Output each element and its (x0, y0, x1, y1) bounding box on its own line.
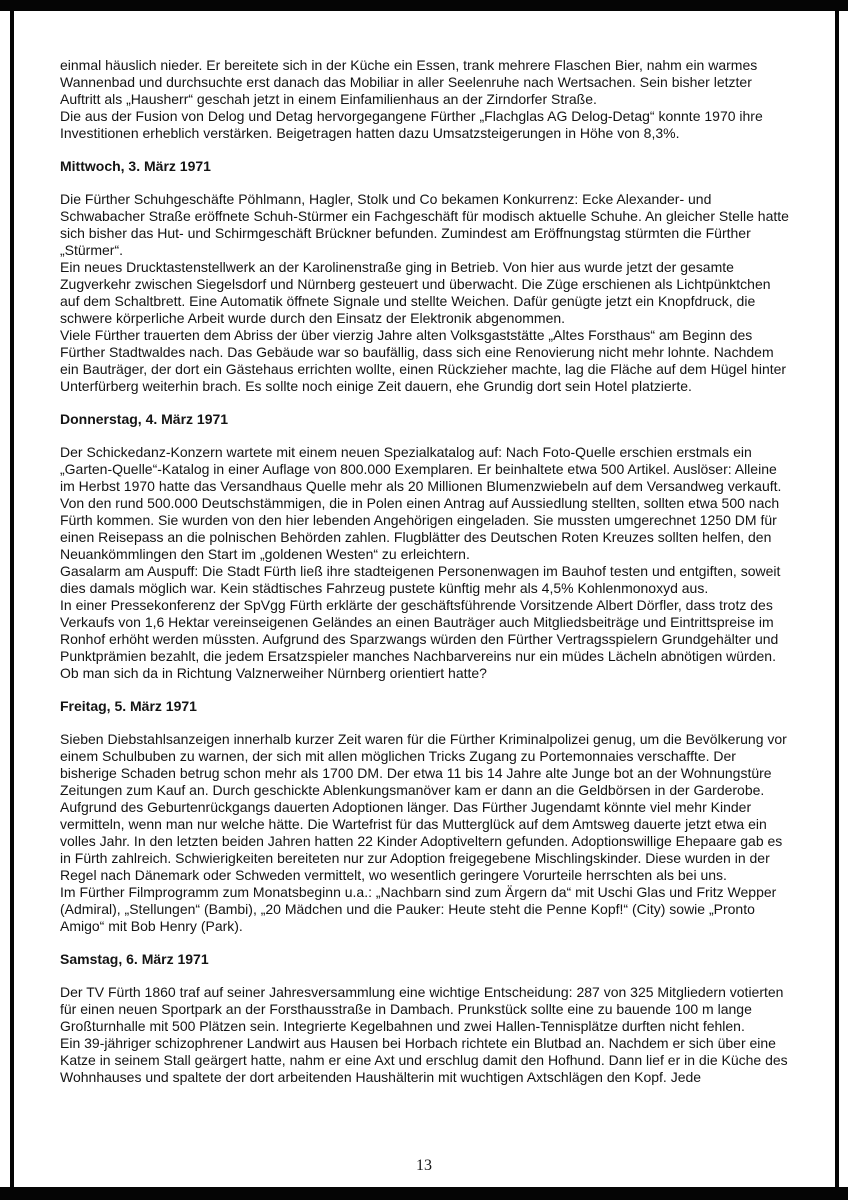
paragraph: Viele Fürther trauerten dem Abriss der über vierzig Jahre alten Volksgaststätte „Altes Forsthaus“ am Beginn des Fürther Stadtwaldes nach. Das Gebäude war so baufällig, dass sich eine Renovierung nicht mehr lohnte. Nachdem ein Bauträger, der dort ein Gästehaus errichten wollte, einen Rückzieher machte, lag die Fläche auf dem Hügel hinter Unterfürberg weiterhin brach. Es sollte noch einige Zeit dauern, ehe Grundig dort sein Hotel platzierte. (60, 327, 787, 394)
section-mittwoch-3-maerz-1971 (60, 158, 792, 395)
page-content (60, 57, 792, 1086)
paragraph: Ein neues Drucktastenstellwerk an der Karolinenstraße ging in Betrieb. Von hier aus wurde jetzt der gesamte Zugverkehr zwischen Siegelsdorf und Nürnberg gesteuert und überwacht. Die Züge erschienen als Lichtpünktchen auf dem Schaltbrett. Eine Automatik öffnete Signale und stellte Weichen. Dafür genügte jetzt ein Knopfdruck, die schwere körperliche Arbeit wurde durch den Einsatz der Elektronik abgenommen. (60, 259, 771, 326)
paragraph: Die aus der Fusion von Delog und Detag hervorgegangene Fürther „Flachglas AG Delog-Detag“ konnte 1970 ihre Investitionen erheblich verstärken. Beigetragen hatten dazu Umsatzsteigerungen in Höhe von 8,3%. (60, 108, 763, 141)
scan-edge-right (835, 9, 839, 1189)
scan-edge-top (0, 0, 848, 11)
paragraph: Von den rund 500.000 Deutschstämmigen, die in Polen einen Antrag auf Aussiedlung stellten, sollten etwa 500 nach Fürth kommen. Sie wurden von den hier lebenden Angehörigen eingeladen. Sie mussten umgerechnet 1250 DM für einen Reisepass an die polnischen Behörden zahlen. Flugblätter des Deutschen Roten Kreuzes sollten helfen, den Neuankömmlingen den Start im „goldenen Westen“ zu erleichtern. (60, 495, 780, 562)
paragraph: Die Fürther Schuhgeschäfte Pöhlmann, Hagler, Stolk und Co bekamen Konkurrenz: Ecke Alexander- und Schwabacher Straße eröffnete Schuh-Stürmer ein Fachgeschäft für modisch aktuelle Schuhe. An gleicher Stelle hatte sich bisher das Hut- und Schirmgeschäft Brückner befunden. Zumindest am Eröffnungstag stürmten die Fürther „Stürmer“. (60, 191, 789, 258)
section-intro (60, 57, 792, 142)
paragraph: einmal häuslich nieder. Er bereitete sich in der Küche ein Essen, trank mehrere Flaschen Bier, nahm ein warmes Wannenbad und durchsuchte erst danach das Mobiliar in aller Seelenruhe nach Wertsachen. Sein bisher letzter Auftritt als „Hausherr“ geschah jetzt in einem Einfamilienhaus an der Zirndorfer Straße. (60, 57, 758, 107)
scan-edge-bottom (0, 1187, 848, 1200)
paragraph: Der Schickedanz-Konzern wartete mit einem neuen Spezialkatalog auf: Nach Foto-Quelle erschien erstmals ein „Garten-Quelle“-Katalog in einer Auflage von 800.000 Exemplaren. Er beinhaltete etwa 500 Artikel. Auslöser: Alleine im Herbst 1970 hatte das Versandhaus Quelle mehr als 20 Millionen Blumenzwiebeln auf dem Versandweg verkauft. (60, 444, 782, 494)
section-heading: Donnerstag, 4. März 1971 (60, 411, 229, 427)
section-donnerstag-4-maerz-1971 (60, 411, 792, 682)
paragraph: Der TV Fürth 1860 traf auf seiner Jahresversammlung eine wichtige Entscheidung: 287 von 325 Mitgliedern votierten für einen neuen Sportpark an der Forsthausstraße in Dambach. Prunkstück sollte eine zu bauende 100 m lange Großturnhalle mit 500 Plätzen sein. Integrierte Kegelbahnen und zwei Hallen-Tennisplätze durften nicht fehlen. (60, 984, 784, 1034)
section-samstag-6-maerz-1971 (60, 951, 792, 1086)
paragraph: Gasalarm am Auspuff: Die Stadt Fürth ließ ihre stadteigenen Personenwagen im Bauhof testen und entgiften, soweit dies damals möglich war. Kein städtisches Fahrzeug pustete künftig mehr als 4,5% Kohlenmonoxyd aus. (60, 563, 781, 596)
section-heading: Freitag, 5. März 1971 (60, 698, 197, 714)
section-freitag-5-maerz-1971 (60, 698, 792, 935)
scan-edge-left (10, 9, 14, 1189)
paragraph: In einer Pressekonferenz der SpVgg Fürth erklärte der geschäftsführende Vorsitzende Albert Dörfler, dass trotz des Verkaufs von 1,6 Hektar vereinseigenen Geländes an einen Bauträger auch Mitgliedsbeiträge und Eintrittspreise im Ronhof erhöht werden müssten. Aufgrund des Sparzwangs würden den Fürther Vertragsspielern Grundgehälter und Punktprämien bezahlt, die jedem Ersatzspieler manches Nachbarvereins nur ein müdes Lächeln abnötigen würden. Ob man sich da in Richtung Valznerweiher Nürnberg orientiert hatte? (60, 597, 779, 681)
paragraph: Aufgrund des Geburtenrückgangs dauerten Adoptionen länger. Das Fürther Jugendamt könnte viel mehr Kinder vermitteln, wenn man nur welche hätte. Die Wartefrist für das Mutterglück auf dem Amtsweg dauerte jetzt etwa ein volles Jahr. In den letzten beiden Jahren hatten 22 Kinder Adoptiveltern gefunden. Adoptionswillige Ehepaare gab es in Fürth zahlreich. Schwierigkeiten bereiteten nur zur Adoption freigegebene Mischlingskinder. Diese wurden in der Regel nach Dänemark oder Schweden vermittelt, wo wesentlich geringere Vorurteile herrschten als bei uns. (60, 799, 783, 883)
paragraph: Ein 39-jähriger schizophrener Landwirt aus Hausen bei Horbach richtete ein Blutbad an. Nachdem er sich über eine Katze in seinem Stall geärgert hatte, nahm er eine Axt und erschlug damit den Hofhund. Dann lief er in die Küche des Wohnhauses und spaltete der dort arbeitenden Haushälterin mit wuchtigen Axtschlägen den Kopf. Jede (60, 1035, 788, 1085)
page-number: 13 (416, 1157, 432, 1174)
section-heading: Mittwoch, 3. März 1971 (60, 158, 211, 174)
paragraph: Im Fürther Filmprogramm zum Monatsbeginn u.a.: „Nachbarn sind zum Ärgern da“ mit Uschi Glas und Fritz Wepper (Admiral), „Stellungen“ (Bambi), „20 Mädchen und die Pauker: Heute steht die Penne Kopf!“ (City) sowie „Pronto Amigo“ mit Bob Henry (Park). (60, 884, 777, 934)
paragraph: Sieben Diebstahlsanzeigen innerhalb kurzer Zeit waren für die Fürther Kriminalpolizei genug, um die Bevölkerung vor einem Schulbuben zu warnen, der sich mit allen möglichen Tricks Zugang zu Portemonnaies verschaffte. Der bisherige Schaden betrug schon mehr als 1700 DM. Der etwa 11 bis 14 Jahre alte Junge bot an der Wohnungstüre Zeitungen zum Kauf an. Durch geschickte Ablenkungsmanöver kam er dann an die Geldbörsen in der Garderobe. (60, 731, 787, 798)
section-heading: Samstag, 6. März 1971 (60, 951, 209, 967)
